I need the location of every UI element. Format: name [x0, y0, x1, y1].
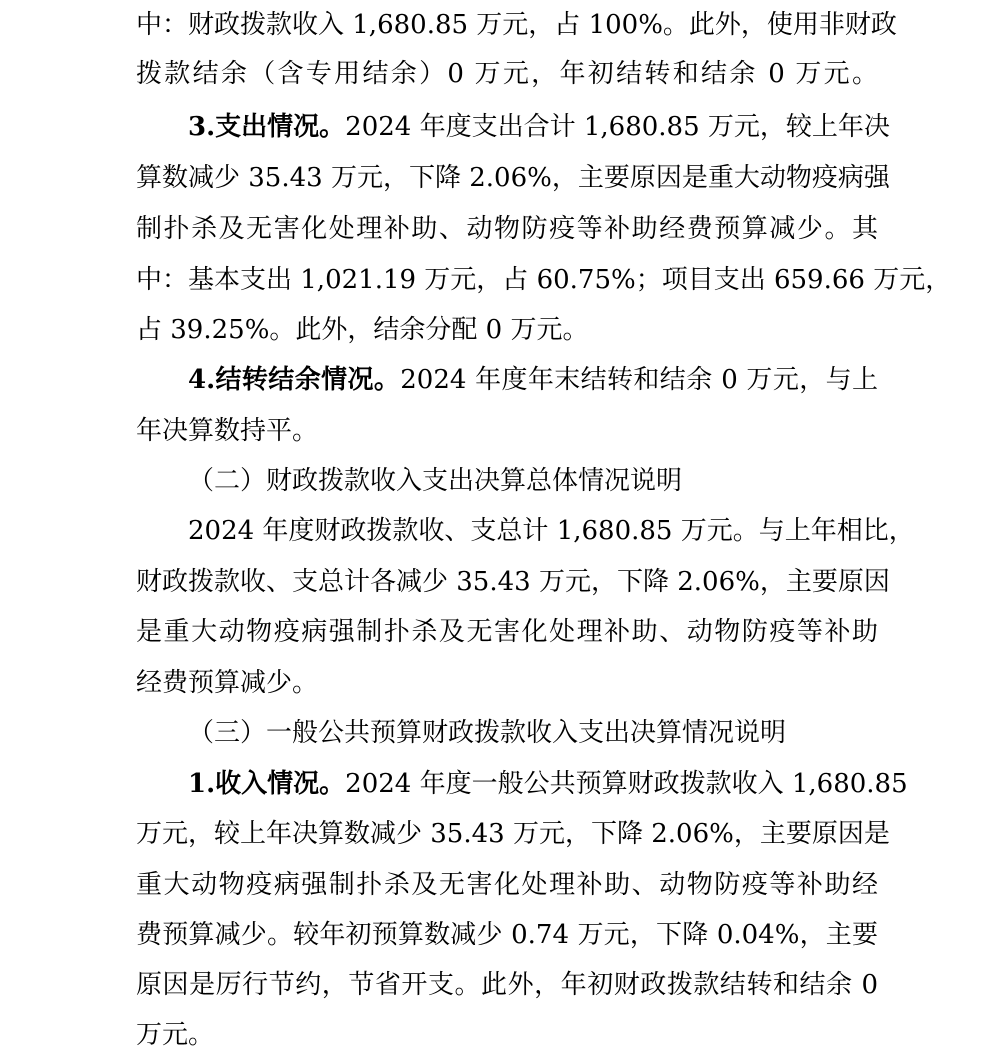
paragraph-line: 拨款结余（含专用结余）0 万元，年初结转和结余 0 万元。	[136, 59, 878, 89]
paragraph-line: 万元，较上年决算数减少 35.43 万元，下降 2.06%，主要原因是	[136, 819, 890, 849]
section-heading: 1.收入情况。	[188, 769, 346, 799]
section-heading: 4.结转结余情况。	[188, 365, 401, 395]
paragraph-line: 4.结转结余情况。2024 年度年末结转和结余 0 万元，与上	[188, 365, 878, 395]
paragraph-line: 1.收入情况。2024 年度一般公共预算财政拨款收入 1,680.85	[188, 769, 908, 799]
paragraph-line: 占 39.25%。此外，结余分配 0 万元。	[136, 315, 589, 345]
paragraph-line: 中：基本支出 1,021.19 万元，占 60.75%；项目支出 659.66 万元，	[136, 265, 952, 295]
section-heading: 3.支出情况。	[188, 112, 346, 142]
paragraph-line: 万元。	[136, 1020, 215, 1050]
paragraph-line: 财政拨款收、支总计各减少 35.43 万元，下降 2.06%，主要原因	[136, 567, 890, 597]
paragraph-line: 3.支出情况。2024 年度支出合计 1,680.85 万元，较上年决	[188, 112, 890, 142]
paragraph-line: 经费预算减少。	[136, 668, 319, 698]
paragraph-line: 2024 年度财政拨款收、支总计 1,680.85 万元。与上年相比，	[188, 516, 915, 546]
section-title: （二）财政拨款收入支出决算总体情况说明	[188, 466, 683, 496]
paragraph-line: 原因是厉行节约，节省开支。此外，年初财政拨款结转和结余 0	[136, 970, 878, 1000]
paragraph-line: 费预算减少。较年初预算数减少 0.74 万元，下降 0.04%，主要	[136, 920, 878, 950]
paragraph-line: 是重大动物疫病强制扑杀及无害化处理补助、动物防疫等补助	[136, 617, 878, 647]
paragraph-line: 年决算数持平。	[136, 416, 319, 446]
paragraph-line: 制扑杀及无害化处理补助、动物防疫等补助经费预算减少。其	[136, 214, 878, 244]
paragraph-line: 重大动物疫病强制扑杀及无害化处理补助、动物防疫等补助经	[136, 870, 878, 900]
paragraph-line: 中：财政拨款收入 1,680.85 万元，占 100%。此外，使用非财政	[136, 10, 897, 40]
paragraph-line: 算数减少 35.43 万元，下降 2.06%，主要原因是重大动物疫病强	[136, 163, 890, 193]
section-title: （三）一般公共预算财政拨款收入支出决算情况说明	[188, 718, 787, 748]
